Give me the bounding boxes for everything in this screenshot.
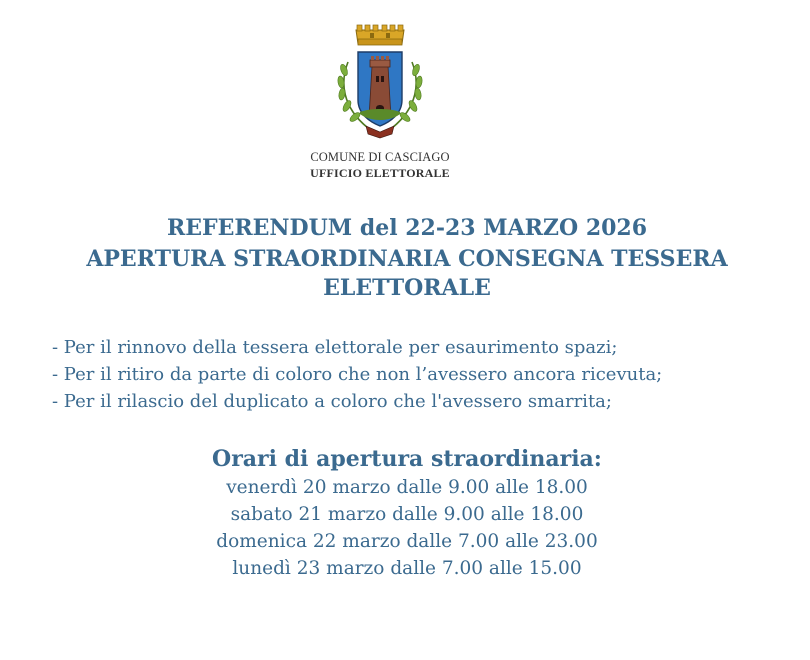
- headline-referendum: REFERENDUM del 22-23 MARZO 2026: [166, 215, 648, 241]
- hours-row: domenica 22 marzo dalle 7.00 alle 23.00: [216, 531, 598, 552]
- reasons-list: [52, 334, 662, 415]
- municipality-name: COMUNE DI CASCIAGO: [310, 150, 450, 164]
- headline-opening: APERTURA STRAORDINARIA CONSEGNA TESSERA: [86, 246, 728, 272]
- shield-icon: [358, 52, 402, 126]
- list-item: - Per il ritiro da parte di coloro che non l’avessero ancora ricevuta;: [52, 364, 663, 385]
- hours-row: sabato 21 marzo dalle 9.00 alle 18.00: [230, 504, 584, 525]
- ribbon-icon: [366, 126, 394, 138]
- hours-row: venerdì 20 marzo dalle 9.00 alle 18.00: [226, 477, 588, 498]
- crown-icon: [356, 25, 404, 45]
- list-item: - Per il rinnovo della tessera elettorale per esaurimento spazi;: [52, 337, 618, 358]
- municipal-coat-of-arms-icon: [330, 22, 430, 142]
- opening-hours-title: Orari di apertura straordinaria:: [212, 446, 602, 472]
- opening-hours: [0, 444, 810, 582]
- list-item: - Per il rilascio del duplicato a coloro che l'avessero smarrita;: [52, 391, 612, 412]
- office-name: UFFICIO ELETTORALE: [310, 166, 450, 180]
- hours-row: lunedì 23 marzo dalle 7.00 alle 15.00: [232, 558, 582, 579]
- headline-card: ELETTORALE: [323, 275, 491, 301]
